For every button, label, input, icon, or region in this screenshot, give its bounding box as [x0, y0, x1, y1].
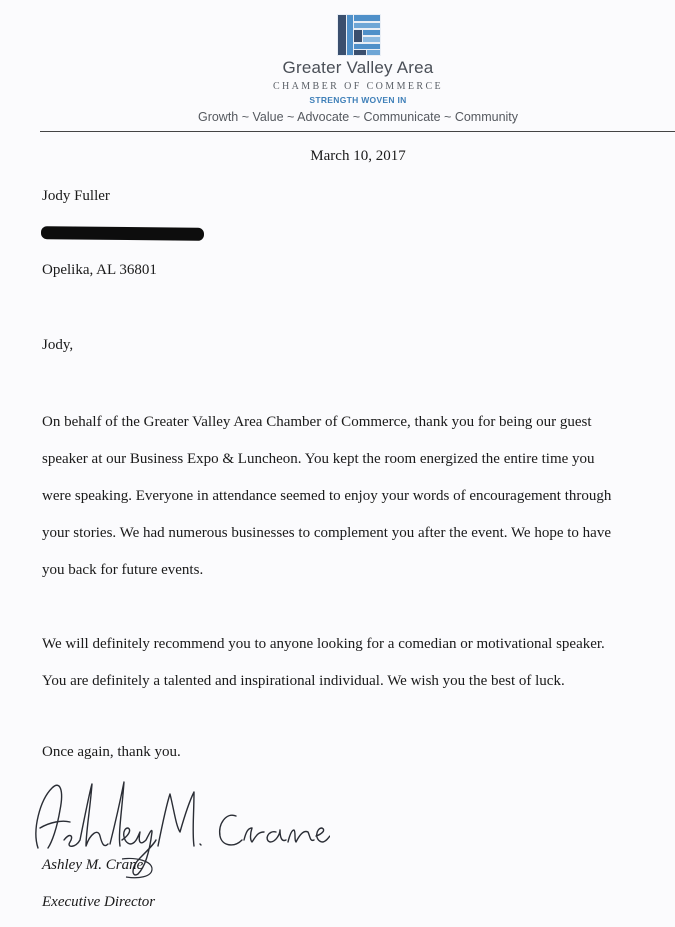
body-paragraph-2 [42, 626, 672, 700]
paragraph-line: were speaking. Everyone in attendance seemed to enjoy your words of encouragement through [42, 488, 612, 504]
paragraph-line: On behalf of the Greater Valley Area Chamber of Commerce, thank you for being our guest [42, 414, 592, 430]
signatory-title: Executive Director [42, 894, 156, 910]
paragraph-line: speaker at our Business Expo & Luncheon. You kept the room energized the entire time you [42, 451, 595, 467]
paragraph-line: You are definitely a talented and inspirational individual. We wish you the best of luck. [42, 673, 565, 689]
recipient-city-line: Opelika, AL 36801 [42, 262, 157, 278]
org-tagline: STRENGTH WOVEN IN [309, 95, 407, 105]
paragraph-line: We will definitely recommend you to anyone looking for a comedian or motivational speaker. [42, 636, 605, 652]
paragraph-line: your stories. We had numerous businesses to complement you after the event. We hope to have [42, 525, 611, 541]
org-values-line: Growth ~ Value ~ Advocate ~ Communicate ~ Community [197, 110, 519, 124]
paragraph-line: you back for future events. [42, 562, 204, 578]
closing-line: Once again, thank you. [42, 744, 181, 760]
letter-date: March 10, 2017 [310, 148, 406, 164]
redacted-address [41, 226, 204, 241]
chamber-logo-icon [337, 14, 381, 56]
recipient-name: Jody Fuller [42, 188, 110, 204]
letterhead-divider [40, 131, 675, 132]
signatory-name: Ashley M. Crane [42, 857, 144, 873]
org-subtitle: CHAMBER OF COMMERCE [272, 81, 444, 92]
salutation: Jody, [42, 337, 74, 353]
org-name: Greater Valley Area [282, 58, 434, 77]
body-paragraph-1 [42, 404, 672, 589]
signature-circle-mark [118, 855, 156, 881]
